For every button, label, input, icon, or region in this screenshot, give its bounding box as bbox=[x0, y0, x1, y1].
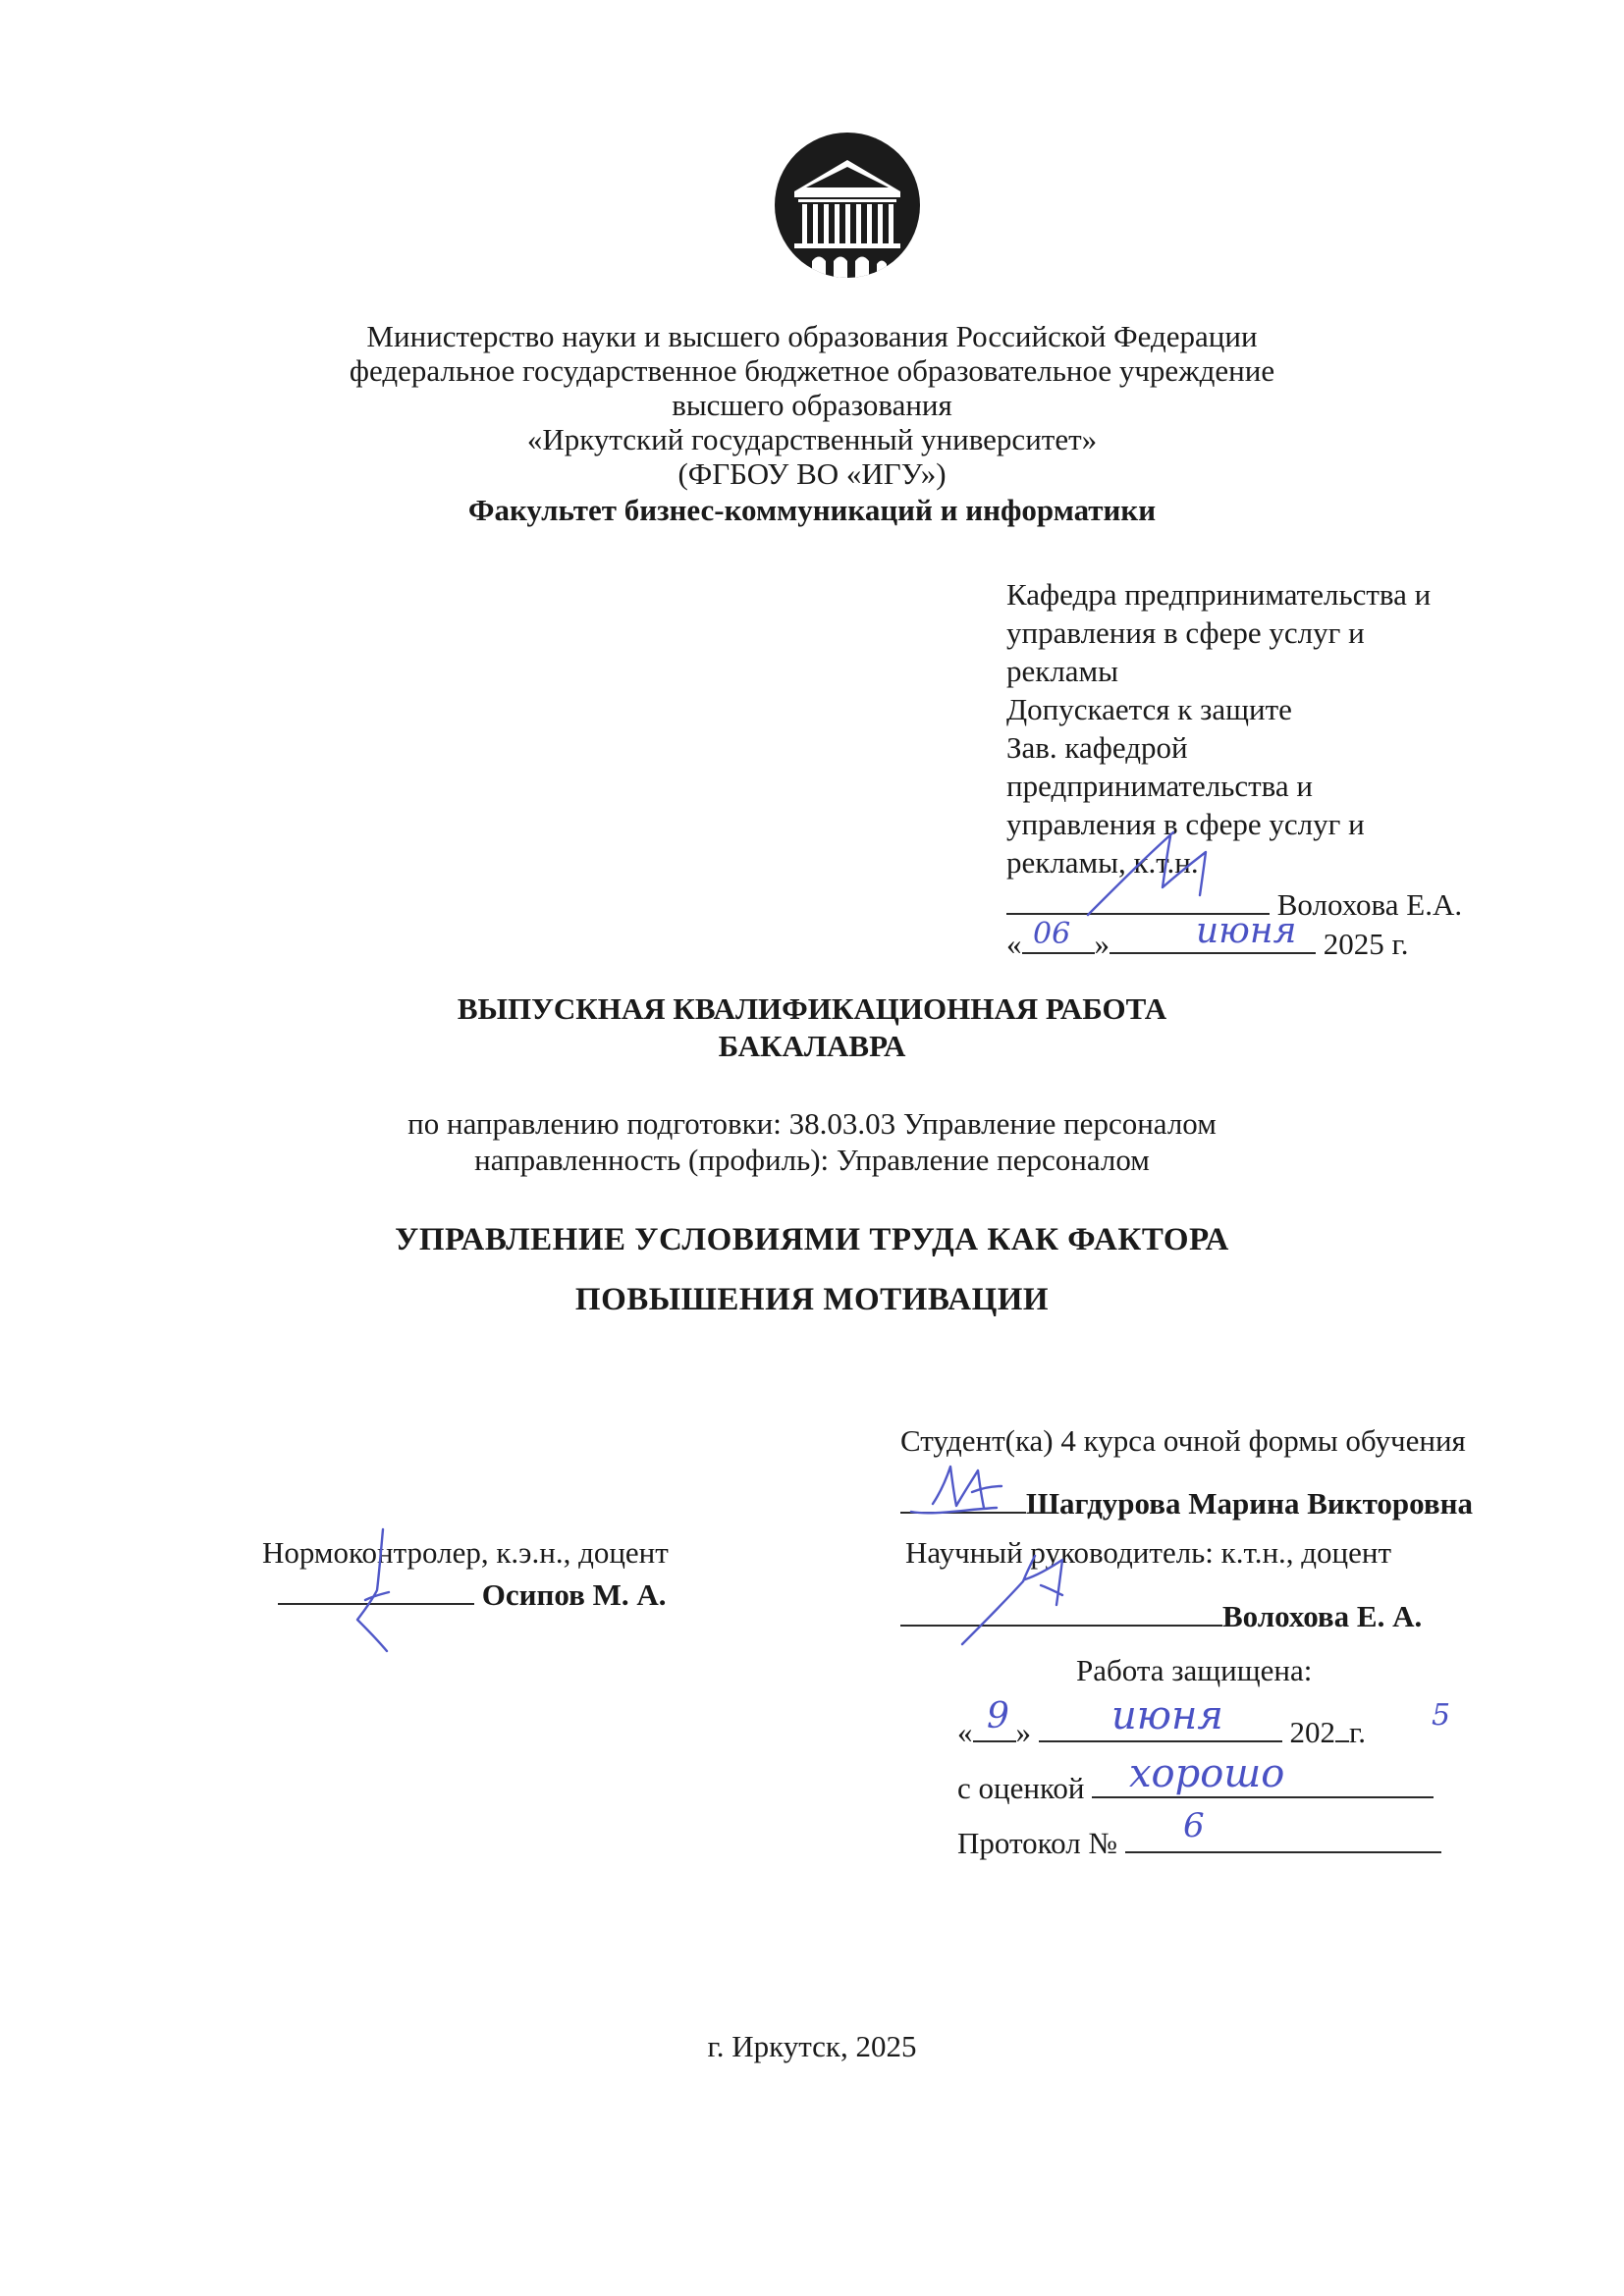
faculty-name: Факультет бизнес-коммуникаций и информатики bbox=[467, 493, 1157, 527]
city-year: г. Иркутск, 2025 bbox=[707, 2029, 917, 2063]
supervisor-name: Волохова Е. А. bbox=[1222, 1599, 1423, 1633]
signature-line bbox=[900, 1595, 1222, 1627]
study-profile: направленность (профиль): Управление персоналом bbox=[474, 1143, 1150, 1177]
student-name: Шагдурова Марина Викторовна bbox=[1026, 1486, 1473, 1521]
defense-label: Работа защищена: bbox=[1076, 1653, 1313, 1687]
head-of-department-line-4: рекламы, к.т.н. bbox=[1006, 845, 1199, 880]
work-type-line-1: ВЫПУСКНАЯ КВАЛИФИКАЦИОННАЯ РАБОТА bbox=[457, 991, 1167, 1026]
normocontroller-label: Нормоконтролер, к.э.н., доцент bbox=[262, 1535, 669, 1570]
head-of-department-name: Волохова Е.А. bbox=[1276, 887, 1463, 922]
signature-line bbox=[900, 1482, 1026, 1514]
header-education-level: высшего образования bbox=[672, 388, 952, 422]
student-signature-row bbox=[900, 1482, 1473, 1519]
approval-date-row: « » 2025 г. bbox=[1006, 923, 1408, 959]
normocontroller-signature-row bbox=[278, 1574, 666, 1610]
admitted-to-defense: Допускается к защите bbox=[1006, 692, 1292, 726]
supervisor-signature-row bbox=[900, 1595, 1422, 1631]
header-university-name: «Иркутский государственный университет» bbox=[526, 422, 1098, 456]
supervisor-label: Научный руководитель: к.т.н., доцент bbox=[905, 1535, 1392, 1570]
defense-day-handwritten: 9 bbox=[987, 1696, 1009, 1736]
header-ministry: Министерство науки и высшего образования Российской Федерации bbox=[366, 319, 1258, 353]
department-line-1: Кафедра предпринимательства и bbox=[1006, 577, 1432, 612]
department-line-2: управления в сфере услуг и bbox=[1006, 615, 1365, 650]
head-of-department-line-1: Зав. кафедрой bbox=[1006, 730, 1188, 765]
defense-date-row: « » 202 г. bbox=[957, 1711, 1366, 1747]
approval-year: 2025 г. bbox=[1323, 927, 1409, 961]
study-direction: по направлению подготовки: 38.03.03 Управление персоналом bbox=[407, 1106, 1217, 1141]
approval-month-handwritten: июня bbox=[1196, 911, 1297, 951]
thesis-title-line-2: ПОВЫШЕНИЯ МОТИВАЦИИ bbox=[574, 1282, 1050, 1317]
department-line-3: рекламы bbox=[1006, 654, 1118, 688]
signature-line bbox=[278, 1574, 474, 1605]
approval-day-handwritten: 06 bbox=[1033, 917, 1071, 951]
work-type-line-2: БАКАЛАВРА bbox=[718, 1029, 906, 1063]
grade-label: с оценкой bbox=[957, 1771, 1085, 1805]
university-logo bbox=[773, 131, 922, 280]
defense-month-handwritten: июня bbox=[1111, 1693, 1223, 1738]
grade-handwritten: хорошо bbox=[1129, 1751, 1285, 1796]
header-institution-type: федеральное государственное бюджетное образовательное учреждение bbox=[349, 353, 1275, 388]
thesis-title-line-1: УПРАВЛЕНИЕ УСЛОВИЯМИ ТРУДА КАК ФАКТОРА bbox=[395, 1222, 1229, 1257]
head-of-department-line-2: предпринимательства и bbox=[1006, 769, 1313, 803]
student-label: Студент(ка) 4 курса очной формы обучения bbox=[900, 1423, 1466, 1458]
head-of-department-line-3: управления в сфере услуг и bbox=[1006, 807, 1365, 841]
protocol-label: Протокол № bbox=[957, 1826, 1117, 1860]
defense-year-digit-handwritten: 5 bbox=[1432, 1698, 1451, 1733]
header-university-abbr: (ФГБОУ ВО «ИГУ») bbox=[677, 456, 947, 491]
protocol-number-handwritten: 6 bbox=[1183, 1806, 1205, 1845]
normocontroller-name: Осипов М. А. bbox=[481, 1577, 667, 1612]
